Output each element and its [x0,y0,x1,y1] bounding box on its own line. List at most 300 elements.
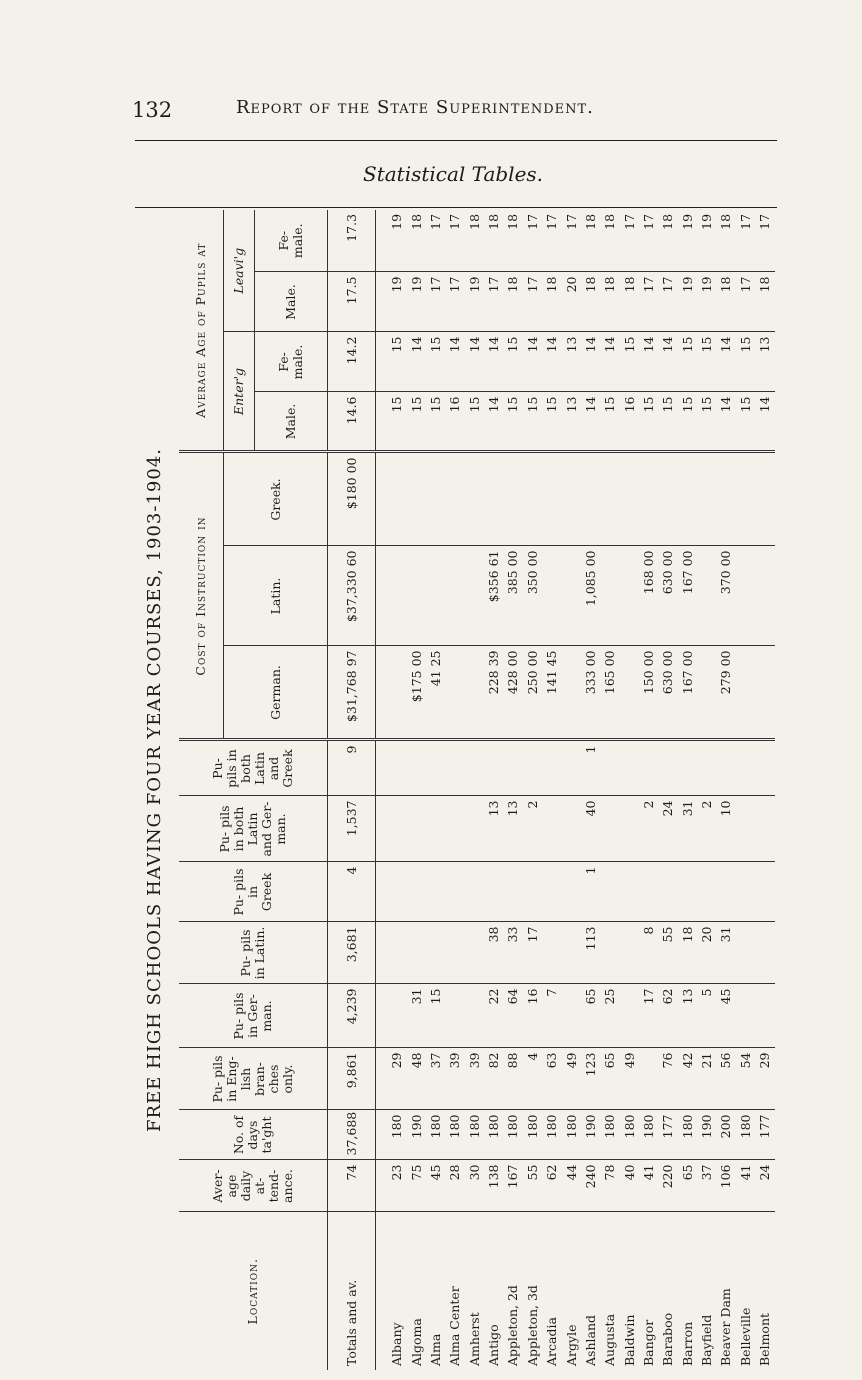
cell-latin: 8 [639,922,658,984]
cell-latin: 113 [581,922,600,984]
table-row [678,210,697,1370]
cell-leave-female: 17.3 [328,210,376,272]
cell-leave-female: 18 [465,210,484,272]
cell-english-only: 123 [581,1048,600,1110]
cell-german [755,984,775,1048]
cell-german: 65 [581,984,600,1048]
cell-cost-german [697,646,716,740]
cell-leave-female: 17 [639,210,658,272]
table-row [523,210,542,1370]
cell-english-only: 48 [407,1048,426,1110]
cell-latin: 55 [659,922,678,984]
cell-latin-german: 2 [697,796,716,862]
cell-greek [697,862,716,922]
page-number: 132 [132,98,173,122]
cell-leave-female: 18 [407,210,426,272]
cell-enter-female: 15 [426,332,445,392]
cell-days-taught: 180 [620,1110,639,1160]
cell-latin-greek [639,740,658,796]
cell-latin-german [407,796,426,862]
cell-leave-female: 18 [504,210,523,272]
cell-english-only: 82 [484,1048,503,1110]
cell-greek [465,862,484,922]
cell-cost-german: 141 45 [543,646,562,740]
cell-days-taught: 180 [426,1110,445,1160]
cell-cost-greek [465,452,484,546]
cell-latin-greek [678,740,697,796]
cell-english-only: 37 [426,1048,445,1110]
cell-cost-latin [755,546,775,646]
cell-avg-attendance: 75 [407,1160,426,1212]
totals-row [328,210,376,1370]
spacer-row [376,210,388,1370]
cell-leave-male: 20 [562,272,581,332]
cell-english-only: 56 [717,1048,736,1110]
cell-location: Beaver Dam [718,1288,734,1366]
cell-cost-german: 41 25 [426,646,445,740]
cell-cost-latin: 168 00 [639,546,658,646]
table-row [639,210,658,1370]
cell-enter-male: 15 [601,392,620,452]
cell-latin-german [426,796,445,862]
cell-latin-greek [697,740,716,796]
cell-enter-male: 15 [407,392,426,452]
table-row [504,210,523,1370]
cell-enter-male: 15 [426,392,445,452]
cell-latin-greek [465,740,484,796]
cell-cost-latin: 630 00 [659,546,678,646]
cell-cost-greek [678,452,697,546]
table-row [484,210,503,1370]
cell-location: Albany [389,1322,405,1366]
cell-days-taught: 200 [717,1110,736,1160]
cell-enter-male: 15 [523,392,542,452]
cell-english-only: 76 [659,1048,678,1110]
cell-german [562,984,581,1048]
cell-leave-female: 17 [446,210,465,272]
table-row [755,210,775,1370]
cell-english-only: 29 [388,1048,407,1110]
cell-latin: 18 [678,922,697,984]
cell-cost-german [620,646,639,740]
cell-greek [678,862,697,922]
cell-german [446,984,465,1048]
cell-enter-male: 15 [504,392,523,452]
cell-days-taught: 190 [581,1110,600,1160]
cell-location: Barron [679,1321,695,1366]
cell-german: 31 [407,984,426,1048]
cell-latin-greek [717,740,736,796]
cell-avg-attendance: 240 [581,1160,600,1212]
cell-latin-greek [562,740,581,796]
cell-german: 62 [659,984,678,1048]
cell-enter-female: 14 [446,332,465,392]
cell-cost-greek [659,452,678,546]
cell-latin-german [388,796,407,862]
cell-german [736,984,755,1048]
table-title: FREE HIGH SCHOOLS HAVING FOUR YEAR COURSES, 1903-1904. [144,448,165,1132]
cell-cost-greek [484,452,503,546]
cell-leave-female: 17 [736,210,755,272]
cell-avg-attendance: 138 [484,1160,503,1212]
cell-english-only: 65 [601,1048,620,1110]
cell-leave-female: 17 [426,210,445,272]
table-row [736,210,755,1370]
cell-leave-male: 18 [620,272,639,332]
cell-english-only: 9,861 [328,1048,376,1110]
cell-leave-male: 17.5 [328,272,376,332]
cell-greek [620,862,639,922]
header-cost-group: Cost of Instruction in [179,452,224,740]
cell-german: 5 [697,984,716,1048]
cell-cost-latin [697,546,716,646]
cell-english-only: 42 [678,1048,697,1110]
cell-leave-female: 19 [678,210,697,272]
table-row [426,210,445,1370]
cell-cost-latin [446,546,465,646]
header-greek-pupils: Pu- pils in Greek [179,862,328,922]
cell-german [388,984,407,1048]
cell-days-taught: 177 [755,1110,775,1160]
cell-latin-greek [659,740,678,796]
cell-latin [446,922,465,984]
cell-leave-male: 17 [484,272,503,332]
header-latin-german: Pu- pils in both Latin and Ger- man. [179,796,328,862]
cell-cost-latin: 167 00 [678,546,697,646]
cell-location: Arcadia [544,1317,560,1366]
cell-cost-greek [523,452,542,546]
cell-enter-female: 14 [639,332,658,392]
cell-leave-male: 19 [465,272,484,332]
cell-greek: 4 [328,862,376,922]
cell-latin-greek [388,740,407,796]
cell-cost-german: $31,768 97 [328,646,376,740]
cell-location: Argyle [563,1324,579,1366]
cell-latin-greek [601,740,620,796]
cell-leave-male: 17 [659,272,678,332]
cell-cost-german [736,646,755,740]
cell-cost-german: $175 00 [407,646,426,740]
cell-latin-greek [504,740,523,796]
cell-cost-german [465,646,484,740]
table-row [446,210,465,1370]
cell-greek [717,862,736,922]
cell-enter-male: 15 [697,392,716,452]
cell-leave-male: 17 [523,272,542,332]
table-row [388,210,407,1370]
table-row [717,210,736,1370]
header-enter-female: Fe- male. [255,332,328,392]
cell-location: Bangor [641,1319,656,1366]
cell-cost-german: 250 00 [523,646,542,740]
cell-latin [736,922,755,984]
cell-enter-male: 14 [755,392,775,452]
header-enter-male: Male. [255,392,328,452]
cell-enter-female: 14 [659,332,678,392]
cell-cost-german: 333 00 [581,646,600,740]
cell-german [465,984,484,1048]
cell-latin-greek [484,740,503,796]
cell-days-taught: 180 [446,1110,465,1160]
cell-english-only: 39 [446,1048,465,1110]
cell-greek [659,862,678,922]
cell-location: Antigo [486,1324,502,1366]
cell-days-taught: 180 [504,1110,523,1160]
cell-days-taught: 37,688 [328,1110,376,1160]
cell-days-taught: 180 [562,1110,581,1160]
cell-latin-german [620,796,639,862]
cell-latin-german: 40 [581,796,600,862]
cell-avg-attendance: 28 [446,1160,465,1212]
cell-avg-attendance: 74 [328,1160,376,1212]
cell-german: 25 [601,984,620,1048]
cell-latin: 31 [717,922,736,984]
cell-days-taught: 180 [678,1110,697,1160]
cell-leave-female: 19 [388,210,407,272]
cell-location: Alma Center [447,1286,463,1366]
cell-german: 15 [426,984,445,1048]
cell-location: Algoma [408,1318,424,1366]
cell-location: Ashland [582,1315,598,1366]
cell-cost-greek [736,452,755,546]
cell-enter-female: 15 [388,332,407,392]
cell-latin [426,922,445,984]
cell-cost-greek [562,452,581,546]
cell-latin [755,922,775,984]
cell-cost-german [446,646,465,740]
cell-german: 7 [543,984,562,1048]
cell-location: Baldwin [621,1314,637,1366]
cell-leave-female: 18 [601,210,620,272]
cell-greek [504,862,523,922]
cell-cost-latin [543,546,562,646]
cell-days-taught: 180 [736,1110,755,1160]
cell-enter-female: 14 [523,332,542,392]
cell-latin-german [446,796,465,862]
cell-enter-male: 15 [639,392,658,452]
cell-enter-male: 16 [620,392,639,452]
cell-latin-german: 1,537 [328,796,376,862]
cell-location: Baraboo [660,1312,676,1366]
cell-greek [426,862,445,922]
cell-german: 17 [639,984,658,1048]
cell-leave-male: 18 [717,272,736,332]
cell-enter-female: 15 [736,332,755,392]
cell-enter-female: 14 [465,332,484,392]
cell-enter-female: 14.2 [328,332,376,392]
cell-leave-female: 17 [543,210,562,272]
cell-leave-male: 17 [639,272,658,332]
cell-cost-german: 150 00 [639,646,658,740]
cell-cost-latin [388,546,407,646]
cell-german: 45 [717,984,736,1048]
cell-cost-greek [407,452,426,546]
cell-german: 13 [678,984,697,1048]
cell-enter-female: 13 [755,332,775,392]
cell-enter-female: 15 [697,332,716,392]
header-location: Location. [179,1212,328,1370]
cell-english-only: 21 [697,1048,716,1110]
cell-enter-female: 14 [717,332,736,392]
cell-cost-german [388,646,407,740]
cell-latin: 38 [484,922,503,984]
cell-cost-latin: $37,330 60 [328,546,376,646]
header-leave-female: Fe- male. [255,210,328,272]
cell-avg-attendance: 62 [543,1160,562,1212]
cell-english-only [639,1048,658,1110]
cell-english-only: 63 [543,1048,562,1110]
header-leaving: Leavi'g [224,210,255,332]
cell-avg-attendance: 106 [717,1160,736,1212]
cell-leave-male: 17 [736,272,755,332]
cell-cost-latin [620,546,639,646]
cell-cost-latin: 1,085 00 [581,546,600,646]
table-row [697,210,716,1370]
cell-leave-male: 19 [697,272,716,332]
cell-location: Totals and av. [328,1212,376,1370]
cell-cost-greek [504,452,523,546]
cell-latin [620,922,639,984]
header-cost-latin: Latin. [224,546,328,646]
cell-enter-female: 14 [601,332,620,392]
cell-german: 64 [504,984,523,1048]
cell-enter-male: 15 [678,392,697,452]
table-row [465,210,484,1370]
cell-greek [639,862,658,922]
cell-greek [755,862,775,922]
table-head [179,210,328,1370]
cell-cost-greek [697,452,716,546]
table-row [543,210,562,1370]
cell-latin-german: 13 [504,796,523,862]
cell-latin-greek [407,740,426,796]
cell-cost-greek [446,452,465,546]
cell-cost-german: 279 00 [717,646,736,740]
cell-cost-german: 165 00 [601,646,620,740]
cell-latin-greek [755,740,775,796]
cell-enter-male: 14 [484,392,503,452]
cell-cost-greek [543,452,562,546]
cell-leave-female: 17 [523,210,542,272]
cell-enter-female: 15 [678,332,697,392]
header-cost-german: German. [224,646,328,740]
header-avg-attendance: Aver- age daily at- tend- ance. [179,1160,328,1212]
cell-latin-greek [523,740,542,796]
page-header [0,0,862,140]
cell-latin: 17 [523,922,542,984]
table-row [620,210,639,1370]
cell-days-taught: 180 [543,1110,562,1160]
cell-greek [543,862,562,922]
cell-cost-greek [717,452,736,546]
cell-english-only: 49 [562,1048,581,1110]
cell-leave-female: 18 [484,210,503,272]
cell-cost-greek [639,452,658,546]
cell-cost-greek: $180 00 [328,452,376,546]
cell-latin-greek [543,740,562,796]
cell-cost-latin [601,546,620,646]
table-row [581,210,600,1370]
cell-leave-female: 17 [755,210,775,272]
header-english-only: Pu- pils in Eng- lish bran- ches only. [179,1048,328,1110]
cell-greek [523,862,542,922]
table-row [601,210,620,1370]
cell-leave-female: 18 [581,210,600,272]
cell-greek: 1 [581,862,600,922]
cell-enter-male: 15 [388,392,407,452]
cell-days-taught: 190 [697,1110,716,1160]
cell-leave-male: 19 [388,272,407,332]
cell-latin: 33 [504,922,523,984]
running-head: Report of the State Superintendent. [236,97,594,118]
cell-location: Augusta [602,1313,618,1366]
cell-cost-german: 228 39 [484,646,503,740]
cell-avg-attendance: 220 [659,1160,678,1212]
cell-enter-female: 13 [562,332,581,392]
cell-latin-german [465,796,484,862]
cell-days-taught: 180 [639,1110,658,1160]
cell-days-taught: 180 [388,1110,407,1160]
header-entering: Enter'g [224,332,255,452]
cell-greek [736,862,755,922]
cell-latin-greek: 1 [581,740,600,796]
cell-avg-attendance: 44 [562,1160,581,1212]
cell-latin [601,922,620,984]
cell-cost-latin [465,546,484,646]
cell-avg-attendance: 65 [678,1160,697,1212]
cell-greek [484,862,503,922]
section-subtitle: Statistical Tables. [363,162,544,186]
cell-leave-male: 19 [678,272,697,332]
cell-greek [446,862,465,922]
cell-latin [562,922,581,984]
cell-days-taught: 190 [407,1110,426,1160]
cell-latin-german [755,796,775,862]
header-german-pupils: Pu- pils in Ger- man. [179,984,328,1048]
statistics-table [179,210,775,1370]
cell-enter-male: 13 [562,392,581,452]
cell-days-taught: 180 [465,1110,484,1160]
cell-leave-female: 17 [562,210,581,272]
cell-enter-male: 15 [736,392,755,452]
cell-leave-female: 19 [697,210,716,272]
table-row [407,210,426,1370]
cell-avg-attendance: 55 [523,1160,542,1212]
cell-days-taught: 177 [659,1110,678,1160]
cell-leave-male: 18 [543,272,562,332]
cell-german: 22 [484,984,503,1048]
cell-cost-latin: 385 00 [504,546,523,646]
cell-avg-attendance: 23 [388,1160,407,1212]
cell-english-only: 88 [504,1048,523,1110]
cell-location: Appleton, 2d [505,1285,521,1366]
cell-latin-greek [446,740,465,796]
cell-cost-greek [620,452,639,546]
cell-days-taught: 180 [484,1110,503,1160]
cell-latin [465,922,484,984]
cell-cost-greek [426,452,445,546]
cell-enter-male: 14 [717,392,736,452]
cell-latin-german [601,796,620,862]
cell-latin-german [736,796,755,862]
cell-avg-attendance: 30 [465,1160,484,1212]
cell-greek [388,862,407,922]
cell-english-only: 39 [465,1048,484,1110]
cell-leave-female: 17 [620,210,639,272]
cell-location: Belleville [737,1307,753,1366]
cell-latin-german: 10 [717,796,736,862]
rotated-table-block [135,210,775,1370]
